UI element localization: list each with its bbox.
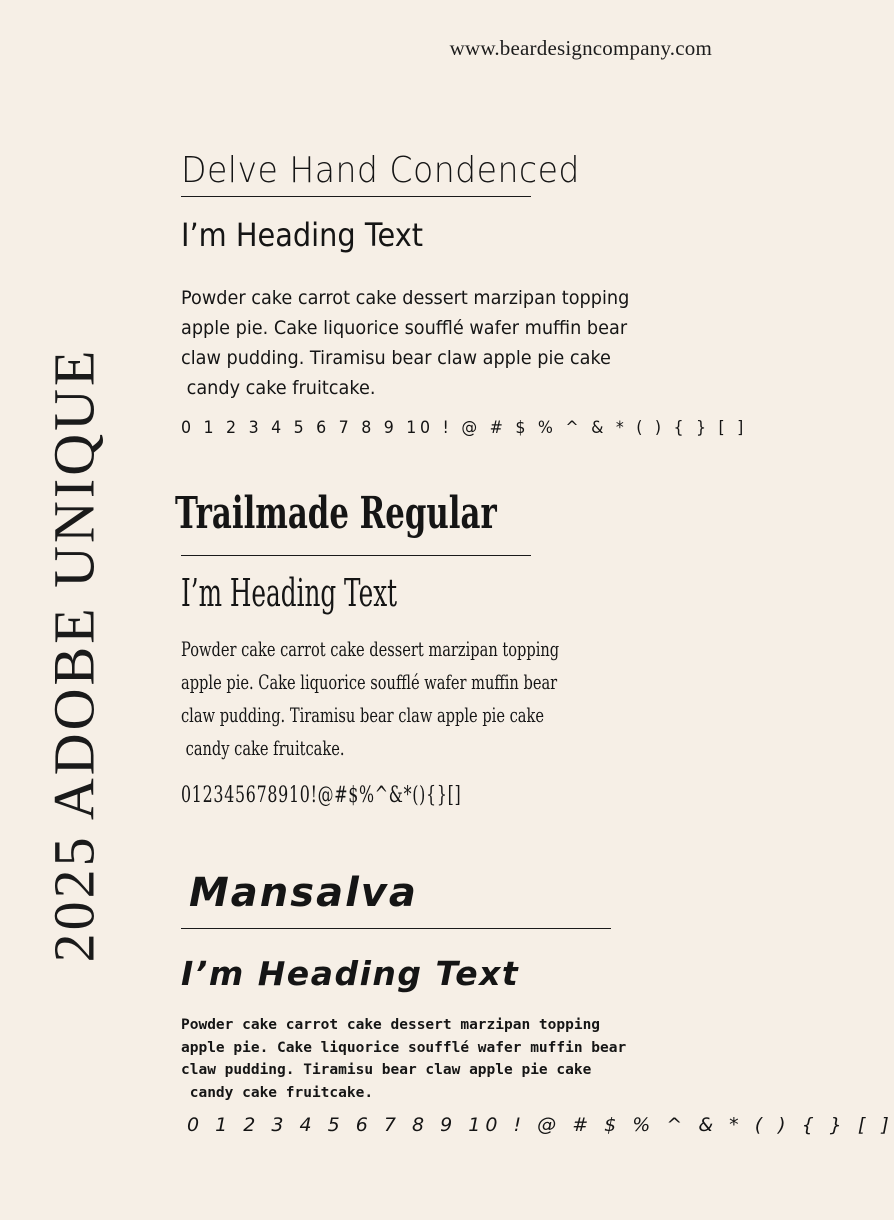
sample-paragraph xyxy=(181,283,629,403)
glyph-sample: 012345678910!@#$%^&*(){}[] xyxy=(181,783,462,808)
divider-line xyxy=(181,196,531,197)
paragraph-line: claw pudding. Tiramisu bear claw apple pie cake xyxy=(181,1062,592,1078)
font-name-title: Trailmade Regular xyxy=(175,488,497,539)
paragraph-line: claw pudding. Tiramisu bear claw apple pie cake xyxy=(181,347,611,369)
sample-paragraph xyxy=(181,1014,626,1104)
paragraph-line: claw pudding. Tiramisu bear claw apple pie cake xyxy=(181,703,544,727)
font-name-title: Mansalva xyxy=(189,870,418,916)
paragraph-line: candy cake fruitcake. xyxy=(181,736,345,760)
vertical-page-title: 2025 ADOBE UNIQUE xyxy=(41,347,107,963)
paragraph-line: Powder cake carrot cake dessert marzipan topping xyxy=(181,637,560,661)
paragraph-line: candy cake fruitcake. xyxy=(181,1084,374,1101)
paragraph-line: apple pie. Cake liquorice soufflé wafer muffin bear xyxy=(181,670,558,694)
sample-heading: I’m Heading Text xyxy=(181,216,424,254)
sample-heading: I’m Heading Text xyxy=(181,571,398,615)
glyph-sample: 0 1 2 3 4 5 6 7 8 9 10 ! @ # $ % ^ & * ( ) { } [ ] xyxy=(187,1114,894,1136)
paragraph-line: Powder cake carrot cake dessert marzipan topping xyxy=(181,287,630,309)
font-name-title: Delve Hand Condenced xyxy=(181,150,580,191)
paragraph-line: apple pie. Cake liquorice soufflé wafer muffin bear xyxy=(181,317,628,339)
paragraph-line: Powder cake carrot cake dessert marzipan topping xyxy=(181,1017,601,1033)
paragraph-line: candy cake fruitcake. xyxy=(181,377,376,399)
glyph-sample: 0 1 2 3 4 5 6 7 8 9 10 ! @ # $ % ^ & * ( ) { } [ ] xyxy=(181,418,748,438)
sample-paragraph xyxy=(181,633,559,765)
paragraph-line: apple pie. Cake liquorice soufflé wafer muffin bear xyxy=(181,1039,627,1056)
divider-line xyxy=(181,555,531,556)
divider-line xyxy=(181,928,611,929)
sample-heading: I’m Heading Text xyxy=(181,954,520,993)
website-url[interactable]: www.beardesigncompany.com xyxy=(449,36,712,60)
